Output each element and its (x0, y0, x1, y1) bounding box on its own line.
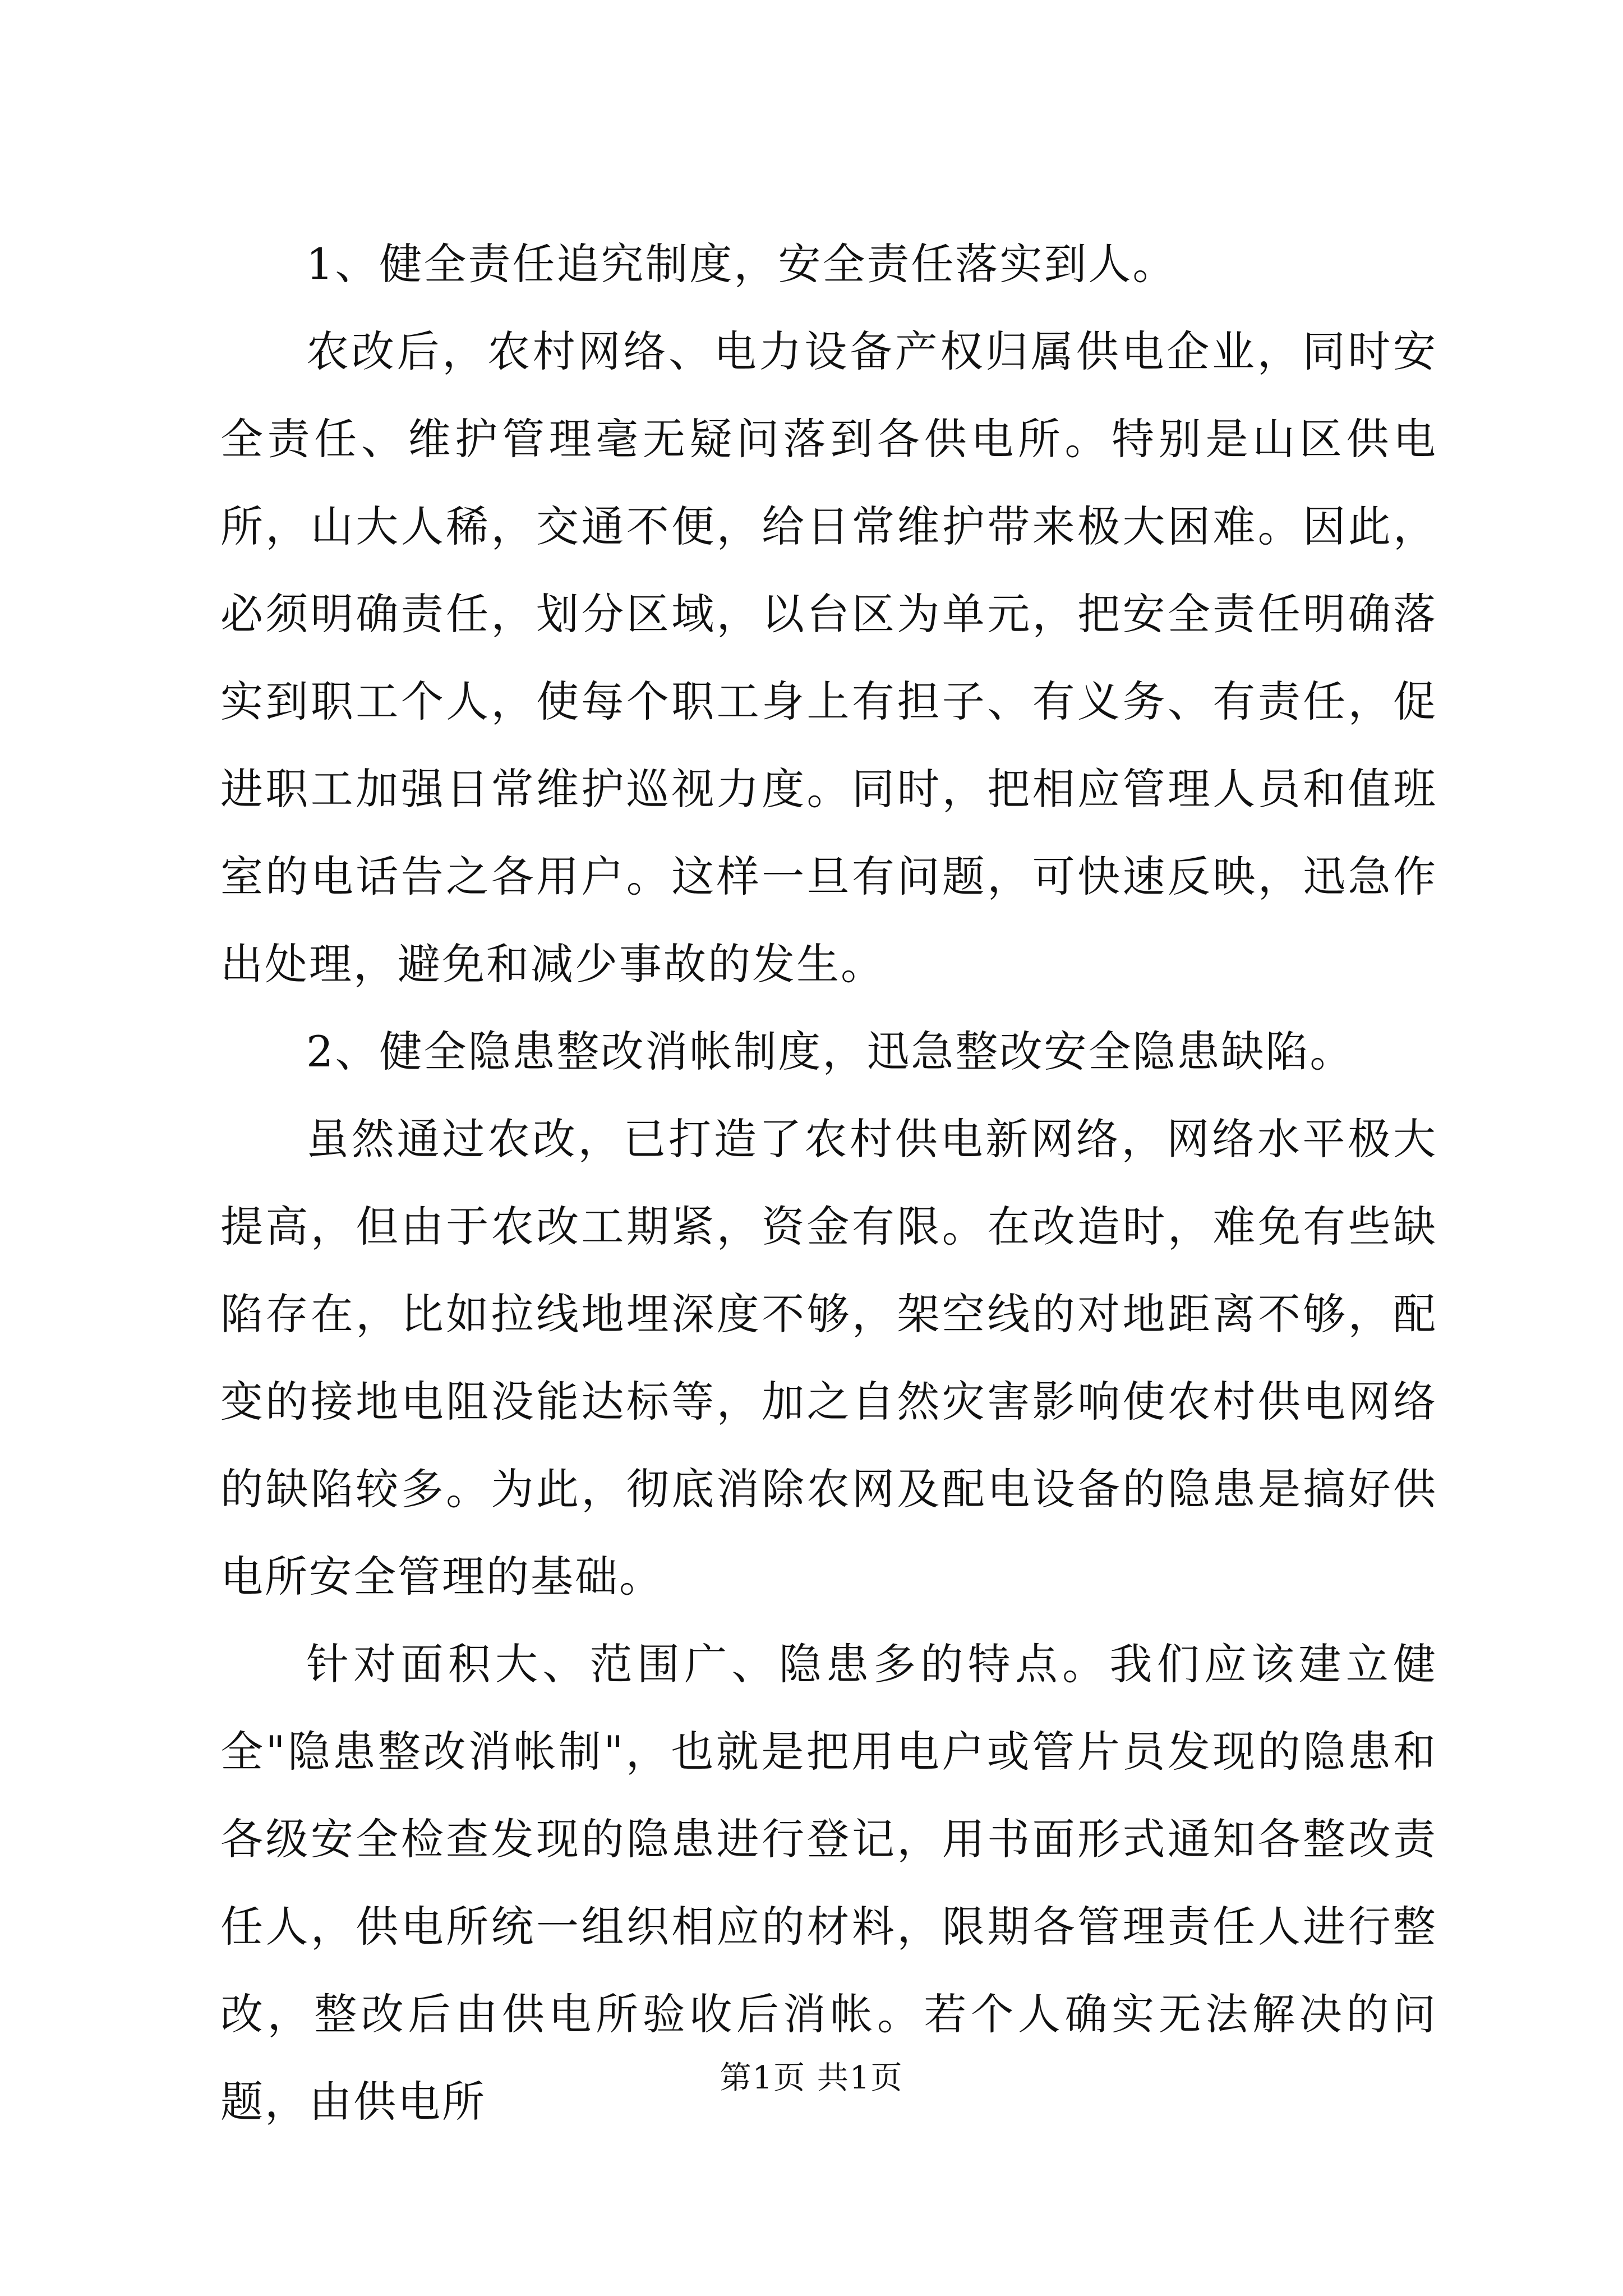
document-body (220, 220, 1437, 2146)
page-footer: 第1页 共1页 (720, 2060, 903, 2096)
heading-item-2: 2、健全隐患整改消帐制度，迅急整改安全隐患缺陷。 (306, 1027, 1354, 1076)
heading-item-1: 1、健全责任追究制度，安全责任落实到人。 (306, 239, 1177, 289)
body-paragraph: 农改后，农村网络、电力设备产权归属供电企业，同时安全责任、维护管理毫无疑问落到各供电所。特别是山区供电所，山大人稀，交通不便，给日常维护带来极大困难。因此，必须明确责任，划分区域，以台区为单元，把安全责任明确落实到职工个人，使每个职工身上有担子、有义务、有责任，促进职工加强日常维护巡视力度。同时，把相应管理人员和值班室的电话告之各用户。这样一旦有问题，可快速反映，迅急作出处理，避免和减少事故的发生。 (220, 326, 1437, 989)
body-paragraph: 针对面积大、范围广、隐患多的特点。我们应该建立健全"隐患整改消帐制"，也就是把用电户或管片员发现的隐患和各级安全检查发现的隐患进行登记，用书面形式通知各整改责任人，供电所统一组织相应的材料，限期各管理责任人进行整改，整改后由供电所验收后消帐。若个人确实无法解决的问题，由供电所 (220, 1639, 1437, 2127)
body-paragraph: 虽然通过农改，已打造了农村供电新网络，网络水平极大提高，但由于农改工期紧，资金有限。在改造时，难免有些缺陷存在，比如拉线地埋深度不够，架空线的对地距离不够，配变的接地电阻没能达标等，加之自然灾害影响使农村供电网络的缺陷较多。为此，彻底消除农网及配电设备的隐患是搞好供电所安全管理的基础。 (220, 1114, 1437, 1602)
